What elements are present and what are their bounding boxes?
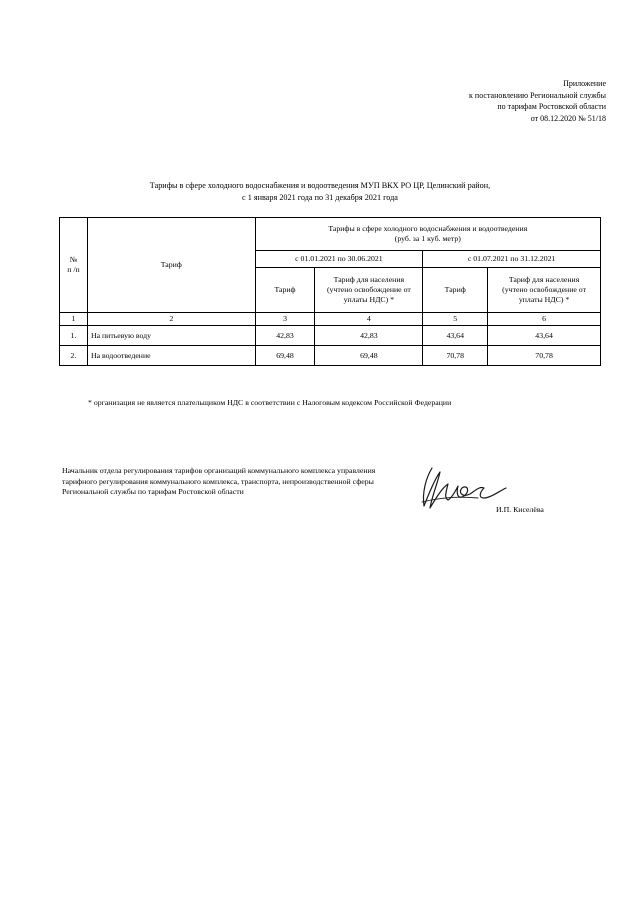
index-cell: 1 [60,313,88,326]
title-line-1: Тарифы в сфере холодного водоснабжения и водоотведения МУП ВКХ РО ЦР, Целинский район, [149,181,491,190]
header-period-1: с 01.01.2021 по 30.06.2021 [255,251,423,268]
header-p1-tariff: Тариф [255,268,315,313]
appendix-line: Приложение [563,79,606,88]
appendix-line: от 08.12.2020 № 51/18 [530,113,606,123]
row-p1-tariff: 69,48 [255,346,315,366]
row-p1-population: 69,48 [315,346,423,366]
header-period-2: с 01.07.2021 по 31.12.2021 [423,251,601,268]
appendix-line: по тарифам Ростовской области [497,102,606,111]
row-p2-tariff: 43,64 [423,326,488,346]
row-name: На питьевую воду [87,326,255,346]
header-p2-population: Тариф для населения (учтено освобождение от уплаты НДС) * [488,268,601,313]
signer-position [62,466,422,498]
row-p2-population: 70,78 [488,346,601,366]
header-p1-population: Тариф для населения (учтено освобождение от уплаты НДС) * [315,268,423,313]
row-p1-tariff: 42,83 [255,326,315,346]
index-cell: 3 [255,313,315,326]
appendix-block [376,78,606,124]
header-tariff: Тариф [87,218,255,313]
row-p1-population: 42,83 [315,326,423,346]
header-group: Тарифы в сфере холодного водоснабжения и водоотведения (руб. за 1 куб. метр) [255,218,600,251]
index-cell: 4 [315,313,423,326]
table-row [60,346,601,366]
header-p2-tariff: Тариф [423,268,488,313]
index-cell: 6 [488,313,601,326]
appendix-line: к постановлению Региональной службы [469,90,606,100]
row-p2-population: 43,64 [488,326,601,346]
title-line-2: с 1 января 2021 года по 31 декабря 2021 года [242,192,398,202]
index-cell: 5 [423,313,488,326]
signer-position-line: тарифного регулирования коммунального комплекса, транспорта, непроизводственной сферы [62,476,374,486]
index-cell: 2 [87,313,255,326]
row-name: На водоотведение [87,346,255,366]
signer-position-line: Начальник отдела регулирования тарифов организаций коммунального комплекса управления [62,466,376,475]
row-p2-tariff: 70,78 [423,346,488,366]
tariff-table [59,217,601,366]
index-row [60,313,601,326]
row-num: 1. [60,326,88,346]
row-num: 2. [60,346,88,366]
header-num: № п /п [60,218,88,313]
signer-position-line: Региональной службы по тарифам Ростовской области [62,487,244,496]
document-title [120,180,520,203]
table-row [60,326,601,346]
vat-footnote: * организация не является плательщиком НДС в соответствии с Налоговым кодексом Российской Федерации [88,398,452,407]
signer-name: И.П. Киселёва [496,505,544,514]
